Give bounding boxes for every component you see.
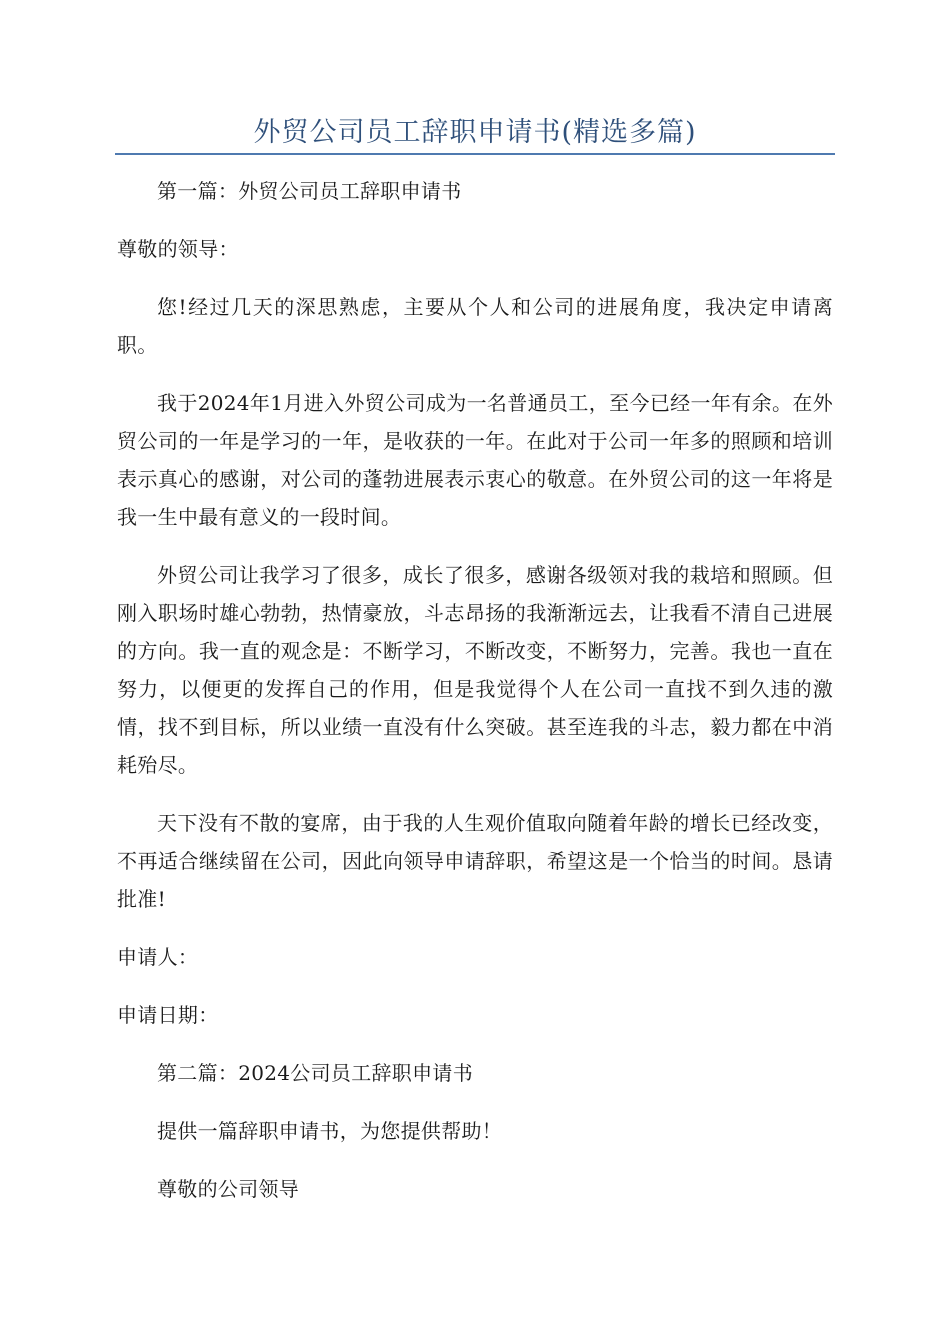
paragraph-offer: 提供一篇辞职申请书，为您提供帮助！ [157, 1119, 503, 1143]
paragraph-history: 我于2024年1月进入外贸公司成为一名普通员工，至今已经一年有余。在外贸公司的一年是学习的一年，是收获的一年。在此对于公司一年多的照顾和培训表示真心的感谢，对公司的蓬勃进展表示衷心的敬意。在外贸公司的这一年将是我一生中最有意义的一段时间。 [117, 391, 833, 529]
section-heading-1: 第一篇：外贸公司员工辞职申请书 [157, 179, 462, 203]
application-date-label: 申请日期： [117, 1003, 219, 1027]
paragraph-intro: 您!经过几天的深思熟虑，主要从个人和公司的进展角度，我决定申请离职。 [117, 295, 833, 357]
salutation-2: 尊敬的公司领导 [157, 1177, 300, 1201]
document-title: 外贸公司员工辞职申请书(精选多篇) [253, 117, 697, 148]
document-body [117, 172, 833, 1228]
salutation: 尊敬的领导： [117, 237, 239, 261]
section-heading-2: 第二篇：2024公司员工辞职申请书 [157, 1061, 473, 1085]
paragraph-request: 天下没有不散的宴席，由于我的人生观价值取向随着年龄的增长已经改变，不再适合继续留在公司，因此向领导申请辞职，希望这是一个恰当的时间。恳请批准! [117, 811, 833, 911]
paragraph-reflection: 外贸公司让我学习了很多，成长了很多，感谢各级领对我的栽培和照顾。但刚入职场时雄心勃勃，热情豪放，斗志昂扬的我渐渐远去，让我看不清自己进展的方向。我一直的观念是：不断学习，不断改变，不断努力，完善。我也一直在努力，以便更的发挥自己的作用，但是我觉得个人在公司一直找不到久违的激情，找不到目标，所以业绩一直没有什么突破。甚至连我的斗志，毅力都在中消耗殆尽。 [117, 563, 833, 777]
applicant-label: 申请人： [117, 945, 199, 969]
title-underline [115, 153, 835, 155]
